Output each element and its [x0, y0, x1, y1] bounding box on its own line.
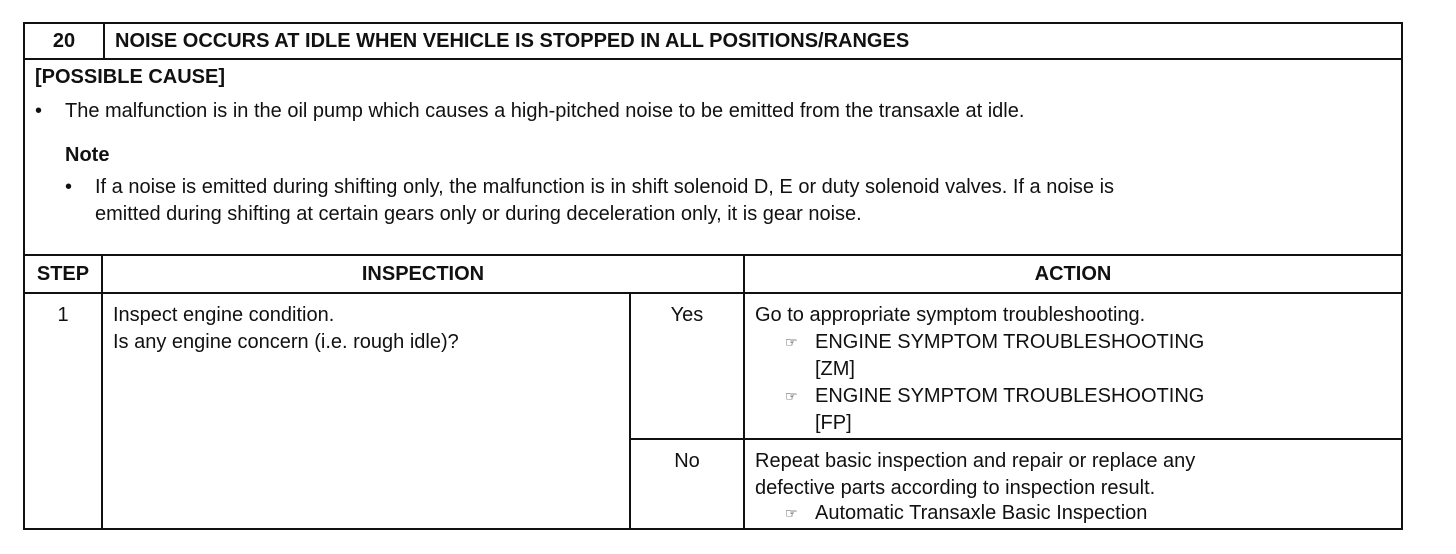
table-header-row: [25, 256, 1401, 294]
step-header: STEP: [25, 256, 103, 292]
reference-text: Automatic Transaxle Basic Inspection: [815, 502, 1148, 524]
yes-no-divider: [631, 438, 1401, 440]
reference-text: ENGINE SYMPTOM TROUBLESHOOTING: [815, 385, 1205, 407]
cause-text: The malfunction is in the oil pump which causes a high-pitched noise to be emitted from the transaxle at idle.: [65, 100, 1025, 122]
note-text-line2: emitted during shifting at certain gears only or during deceleration only, it is gear noise.: [95, 203, 862, 225]
no-action-line2: defective parts according to inspection result.: [755, 477, 1156, 499]
note-heading: Note: [65, 144, 110, 166]
bullet-icon: •: [35, 100, 43, 122]
note-text-line1: If a noise is emitted during shifting only, the malfunction is in shift solenoid D, E or duty solenoid valves. If a noise is: [95, 176, 1115, 198]
step-number: 1: [57, 304, 69, 326]
action-header: ACTION: [1034, 262, 1112, 285]
reference-text-cont: [ZM]: [815, 358, 855, 380]
inspection-line1: Inspect engine condition.: [113, 304, 335, 326]
yes-label: Yes: [670, 304, 704, 326]
inspection-column-divider: [629, 294, 631, 530]
reference-text: ENGINE SYMPTOM TROUBLESHOOTING: [815, 331, 1205, 353]
procedure-number: 20: [25, 24, 105, 58]
inspection-header: INSPECTION: [103, 256, 745, 292]
inspection-line2: Is any engine concern (i.e. rough idle)?: [113, 331, 459, 353]
possible-cause-heading: [POSSIBLE CAUSE]: [35, 66, 226, 88]
bullet-icon: •: [65, 176, 73, 198]
result-column-divider: [743, 294, 745, 530]
yes-action-text: Go to appropriate symptom troubleshooting.: [755, 304, 1146, 326]
no-action-line1: Repeat basic inspection and repair or replace any: [755, 450, 1196, 472]
reference-icon: ☞: [785, 388, 798, 404]
step-column-divider: [101, 294, 103, 530]
reference-text-cont: [FP]: [815, 412, 852, 434]
possible-cause-section: [25, 60, 1401, 256]
troubleshooting-sheet: [23, 22, 1403, 530]
procedure-title: NOISE OCCURS AT IDLE WHEN VEHICLE IS STOPPED IN ALL POSITIONS/RANGES: [115, 29, 910, 52]
reference-icon: ☞: [785, 505, 798, 521]
no-label: No: [674, 450, 700, 472]
reference-icon: ☞: [785, 334, 798, 350]
title-row: [25, 24, 1401, 60]
